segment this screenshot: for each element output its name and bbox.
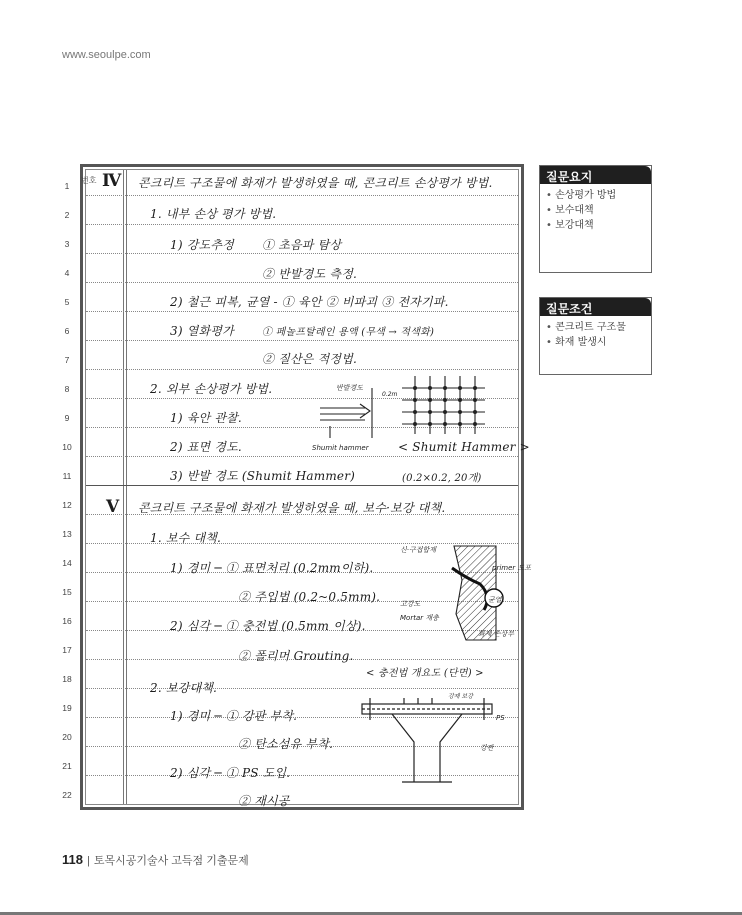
page-footer [62,852,249,868]
sketch-label-crack: 균열 [488,596,502,604]
sketch-label-tape: 고강도 [400,600,421,608]
line-number: 2 [64,210,70,220]
list-item: • 콘크리트 구조물 [546,320,651,335]
hw-line-6a: 3) 열화평가 [170,324,234,338]
hw-line-15: ② 주입법 (0.2~0.5mm). [238,590,381,604]
line-number: 21 [62,761,72,771]
hw-line-3b: ① 초음파 탐상 [262,238,342,252]
line-number: 19 [62,703,72,713]
line-number: 5 [64,297,70,307]
ruled-line [86,485,518,486]
hw-line-17: ② 폴리머 Grouting. [238,649,354,663]
line-number: 15 [62,587,72,597]
sketch-label-damaged: 화재 손상부 [478,630,515,638]
line-number: 9 [64,413,70,423]
book-title: 토목시공기술사 고득점 기출문제 [93,855,249,867]
question-conditions-box [539,297,652,375]
line-number: 13 [62,529,72,539]
question-conditions-title: 질문조건 [540,298,651,316]
ruled-line [86,340,518,341]
line-number: 4 [64,268,70,278]
hw-line-20: ② 탄소섬유 부착. [238,737,333,751]
question-summary-title: 질문요지 [540,166,651,184]
question-summary-list [540,188,651,233]
hw-caption-filling: < 충전법 개요도 (단면) > [366,668,484,679]
line-number: 16 [62,616,72,626]
sketch-label-grid-dim: 0.2m [382,391,398,398]
hw-line-19: 1) 경미 ─ ① 강판 부착. [170,709,298,723]
ruled-line [86,311,518,312]
ruled-line [86,804,518,805]
list-item: • 손상평가 방법 [546,188,651,203]
line-number: 7 [64,355,70,365]
line-number: 22 [62,790,72,800]
line-number: 1 [64,181,70,191]
list-item: • 화재 발생시 [546,335,651,350]
sketch-label-plate: 강재 보강 [448,693,474,700]
line-number: 8 [64,384,70,394]
number-header: 번호 [81,176,97,185]
list-item: • 보수대책 [546,203,651,218]
hw-line-2: 1. 내부 손상 평가 방법. [150,207,277,221]
hw-line-4: ② 반발경도 측정. [262,267,357,281]
page-number: 118 [62,852,83,867]
line-number: 3 [64,239,70,249]
question-number-5: Ⅴ [106,497,120,517]
schmidt-hammer-sketch [290,368,520,454]
sketch-label-primer: primer 도포 [492,564,532,572]
sketch-label-cut: 신·구접합제 [400,546,437,554]
hw-line-3a: 1) 강도추정 [170,238,234,252]
hw-line-8: 2. 외부 손상평가 방법. [150,382,273,396]
beam-reinforcement-sketch [352,690,520,790]
question-number-4: Ⅳ [102,171,122,191]
list-item: • 보강대책 [546,218,651,233]
hw-line-1: 콘크리트 구조물에 화재가 발생하였을 때, 콘크리트 손상평가 방법. [138,176,493,190]
sketch-label-hammer: Shumit hammer [312,444,369,452]
hw-line-21: 2) 심각 ─ ① PS 도입. [170,766,291,780]
line-number: 6 [64,326,70,336]
hw-line-12: 콘크리트 구조물에 화재가 발생하였을 때, 보수·보강 대책. [138,501,446,515]
line-number: 20 [62,732,72,742]
ruled-line [86,282,518,283]
line-number: 10 [62,442,72,452]
ruled-line [86,253,518,254]
hw-line-11: 3) 반발 경도 (Shumit Hammer) [170,469,356,483]
sketch-label-mortar: Mortar 재충 [400,614,439,622]
question-conditions-list [540,320,651,350]
hw-line-22: ② 재시공 [238,794,290,808]
hw-line-6b: ① 페놀프탈레인 용액 (무색 → 적색화) [262,327,435,338]
hw-line-5: 2) 철근 피복, 균열 - ① 육안 ② 비파괴 ③ 전자기파. [170,295,449,309]
column-divider-left [123,170,124,804]
hw-line-10: 2) 표면 경도. [170,440,242,454]
hw-line-9: 1) 육안 관찰. [170,411,242,425]
line-number: 17 [62,645,72,655]
hw-line-18: 2. 보강대책. [150,681,218,695]
sketch-label-steel: 강판 [480,744,494,752]
hw-line-16: 2) 심각 ─ ① 충전법 (0.5mm 이상). [170,619,366,633]
line-number: 11 [62,471,72,481]
ruled-line [86,456,518,457]
site-url[interactable]: www.seoulpe.com [62,49,151,61]
sketch-label-ps: PS [496,714,505,722]
footer-separator: | [86,855,90,867]
hw-line-7: ② 질산은 적정법. [262,352,357,366]
hw-caption-grid: (0.2×0.2, 20개) [402,473,482,484]
line-number: 12 [62,500,72,510]
line-number: 18 [62,674,72,684]
ruled-line [86,195,518,196]
crack-filling-sketch [396,540,532,664]
ruled-line [86,224,518,225]
hw-line-13: 1. 보수 대책. [150,531,222,545]
sketch-label-rebound: 반발경도 [336,384,364,392]
hw-caption-hammer: < Shumit Hammer > [398,440,530,454]
line-number: 14 [62,558,72,568]
column-divider-left-double [126,170,127,804]
question-summary-box [539,165,652,273]
hw-line-14: 1) 경미 ─ ① 표면처리 (0.2mm이하). [170,561,374,575]
